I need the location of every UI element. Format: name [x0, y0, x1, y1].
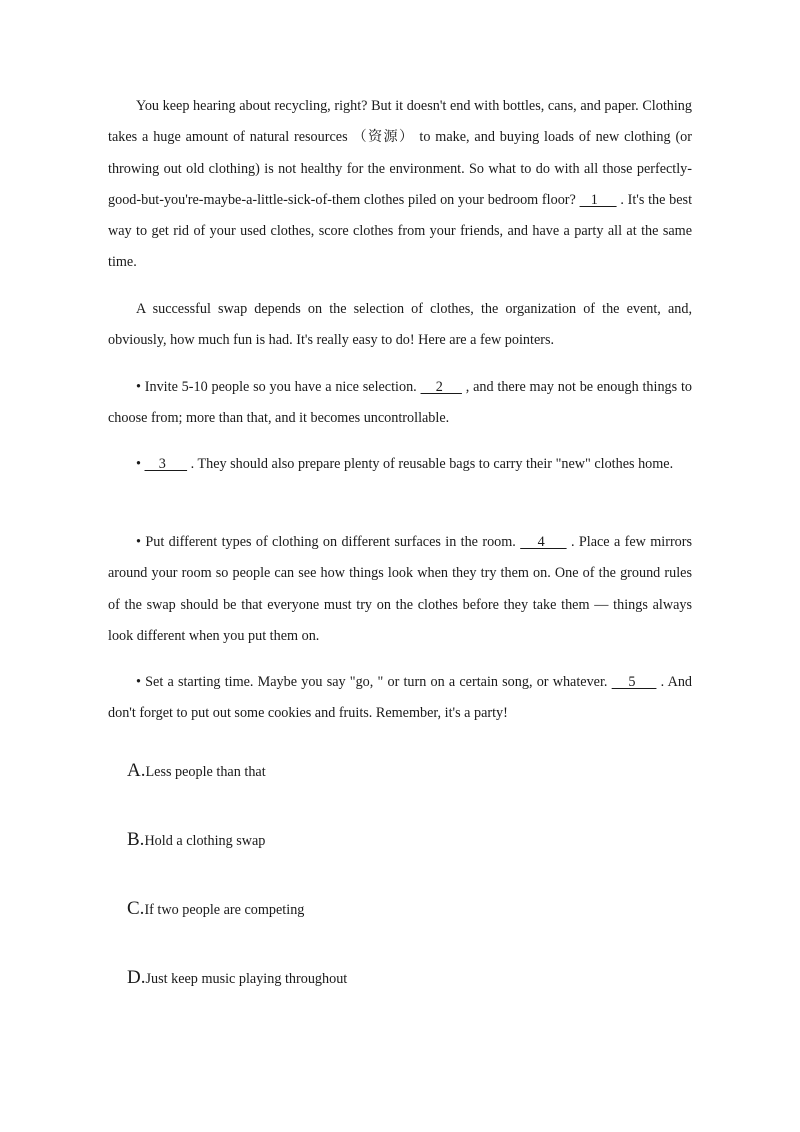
option-letter: B.	[127, 829, 145, 850]
option-c	[127, 898, 304, 920]
paragraph-text: , and there may not be enough things to choose from; more than that, and it becomes uncontrollable.	[108, 379, 693, 427]
option-text: If two people are competing	[144, 902, 305, 918]
paragraph-text: . Place a few mirrors around your room so people can see how things look when they try them on. One of the ground rules of the swap should be that everyone must try on the clothes before they take them — things always look different when you put them on.	[108, 534, 693, 644]
option-letter: A.	[127, 760, 146, 781]
blank-2: 2	[420, 379, 462, 395]
option-text: Just keep music playing throughout	[145, 971, 348, 987]
blank-3: 3	[144, 456, 188, 472]
paragraph-text: A successful swap depends on the selection of clothes, the organization of the event, and, obviously, how much fun is had. It's really easy to do! Here are a few pointers.	[108, 301, 692, 349]
option-letter: D.	[127, 967, 146, 988]
option-letter: C.	[127, 898, 145, 919]
option-d	[127, 967, 347, 989]
paragraph-text: You keep hearing about recycling, right? But it doesn't end with bottles, cans, and paper. Clothing takes a huge amount of natural resources （资源） to make, and buying loads of new clothing (or throwing out old clothing) is not healthy for the environment. So what to do with all those perfectly-good-but-you're-maybe-a-little-sick-of-them clothes piled on your bedroom floor?	[108, 98, 692, 208]
passage-paragraph-4	[108, 449, 692, 480]
paragraph-text: •	[136, 456, 141, 472]
passage-paragraph-1	[108, 91, 692, 279]
option-text: Hold a clothing swap	[144, 833, 266, 849]
blank-1: 1	[579, 191, 617, 208]
paragraph-text: . They should also prepare plenty of reusable bags to carry their "new" clothes home.	[190, 456, 674, 472]
paragraph-text: • Set a starting time. Maybe you say "go, " or turn on a certain song, or whatever.	[136, 674, 608, 690]
blank-4: 4	[520, 534, 567, 550]
paragraph-text: . It's the best way to get rid of your used clothes, score clothes from your friends, and have a party all at the same time.	[108, 191, 693, 271]
passage-paragraph-3	[108, 372, 692, 435]
blank-5: 5	[611, 674, 657, 690]
option-text: Less people than that	[145, 764, 266, 780]
paragraph-text: • Invite 5-10 people so you have a nice selection.	[136, 379, 417, 395]
passage-paragraph-2	[108, 294, 692, 357]
paragraph-text: . And don't forget to put out some cookies and fruits. Remember, it's a party!	[108, 674, 693, 722]
option-b	[127, 829, 265, 851]
paragraph-text: • Put different types of clothing on different surfaces in the room.	[136, 534, 516, 550]
passage-paragraph-5	[108, 527, 692, 652]
option-a	[127, 760, 266, 782]
passage-paragraph-6	[108, 667, 692, 730]
